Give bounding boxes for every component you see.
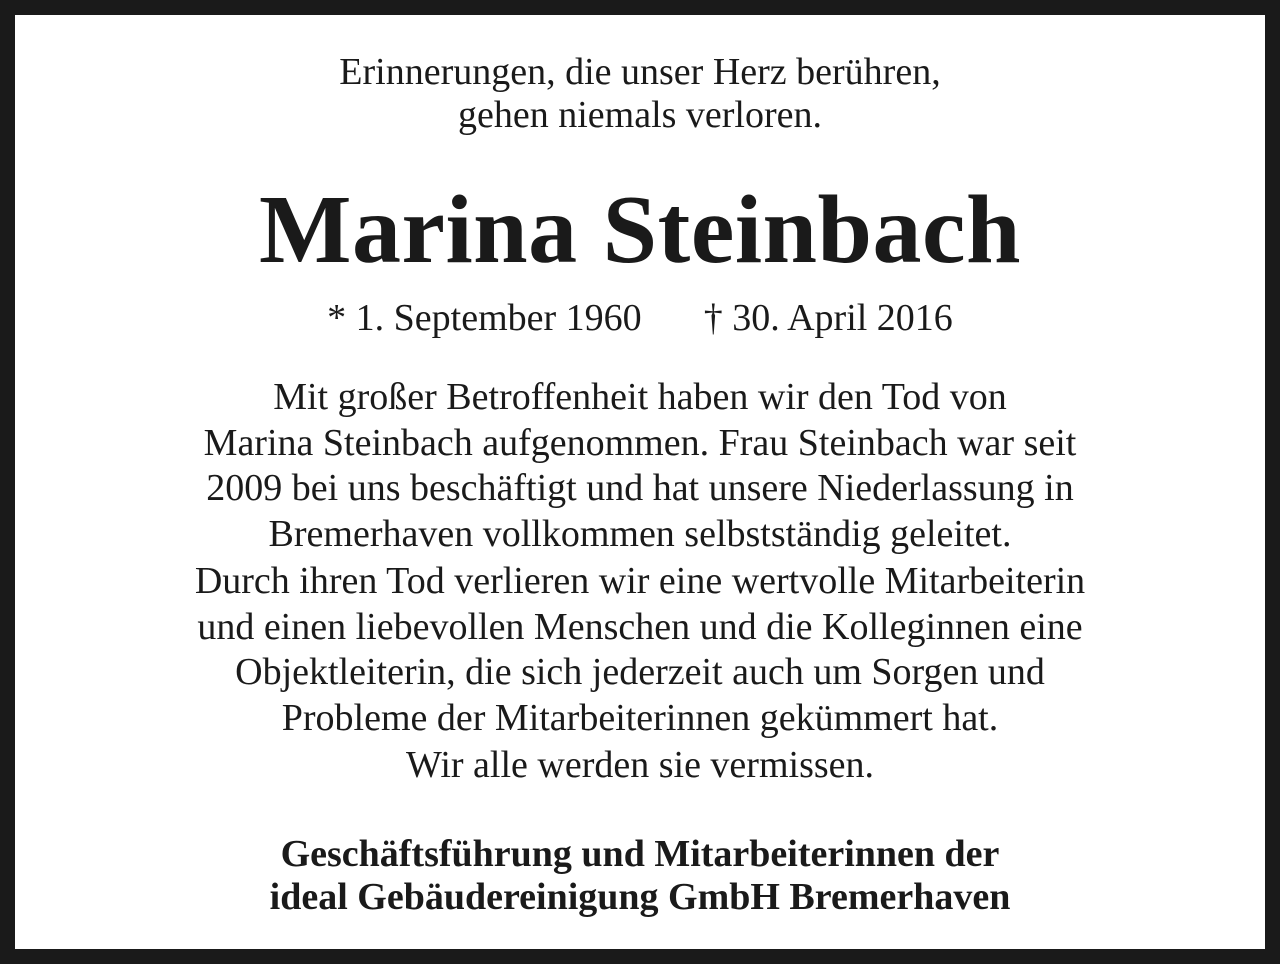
signature-line: ideal Gebäudereinigung GmbH Bremerhaven <box>269 876 1011 918</box>
paragraph-loss <box>15 559 1265 741</box>
text-line: Mit großer Betroffenheit haben wir den Tod von <box>273 376 1007 418</box>
signature <box>15 833 1265 919</box>
death-date: † 30. April 2016 <box>703 297 953 339</box>
motto-line: gehen niemals verloren. <box>457 94 823 136</box>
motto-line: Erinnerungen, die unser Herz berühren, <box>339 51 941 93</box>
text-line: 2009 bei uns beschäftigt und hat unsere Niederlassung in <box>206 467 1074 509</box>
text-line: Durch ihren Tod verlieren wir eine wertvolle Mitarbeiterin <box>194 560 1086 602</box>
text-line: und einen liebevollen Menschen und die Kolleginnen eine <box>197 605 1083 648</box>
paragraph-tribute <box>15 375 1265 557</box>
motto <box>15 51 1265 137</box>
life-dates <box>15 297 1265 340</box>
text-line: Objektleiterin, die sich jederzeit auch um Sorgen und <box>235 651 1045 693</box>
notice-body <box>15 375 1265 789</box>
deceased-name: Marina Steinbach <box>258 176 1022 284</box>
paragraph-closing: Wir alle werden sie vermissen. <box>405 744 875 786</box>
text-line: Probleme der Mitarbeiterinnen gekümmert hat. <box>281 696 999 739</box>
text-line: Marina Steinbach aufgenommen. Frau Steinbach war seit <box>203 421 1077 464</box>
signature-line: Geschäftsführung und Mitarbeiterinnen der <box>280 833 1000 875</box>
text-line: Bremerhaven vollkommen selbstständig geleitet. <box>268 512 1012 555</box>
birth-date: * 1. September 1960 <box>327 297 642 339</box>
